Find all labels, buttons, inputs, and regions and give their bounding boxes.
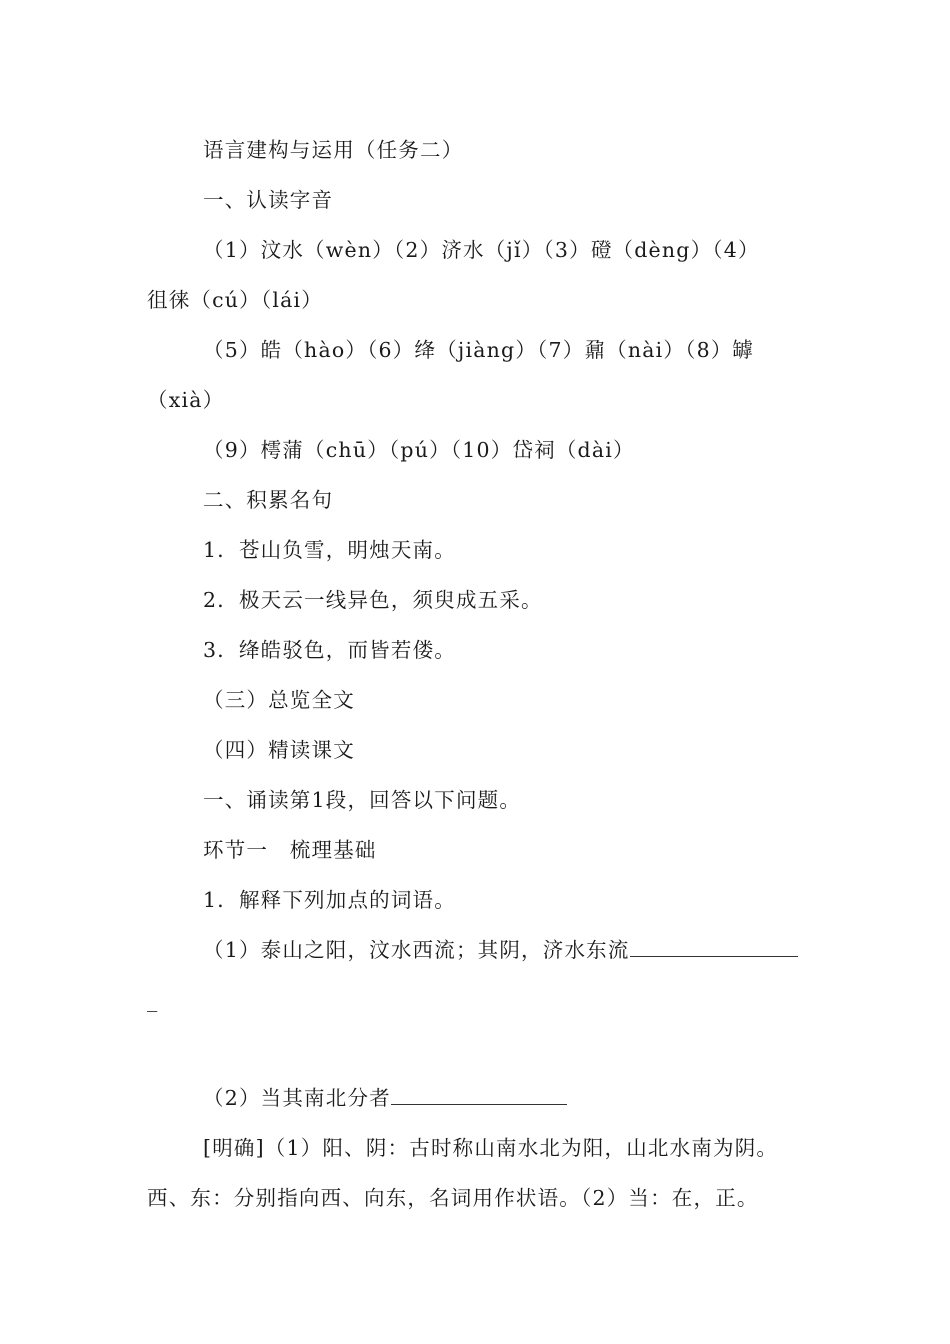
document-title: 语言建构与运用（任务二） xyxy=(203,138,464,162)
section-heading-close-reading: （四）精读课文 xyxy=(203,738,355,762)
pronunciation-line-1-cont: 徂徕（cú）（lái） xyxy=(147,288,323,312)
answer-blank[interactable] xyxy=(391,1086,567,1105)
question-1-2 xyxy=(203,1084,567,1112)
question-1-1 xyxy=(203,936,798,964)
question-1-1-text: （1）泰山之阳，汶水西流；其阴，济水东流 xyxy=(203,938,630,962)
pronunciation-line-2-cont: （xià） xyxy=(147,388,225,412)
section-heading-pronunciation: 一、认读字音 xyxy=(203,188,334,212)
section-heading-quotes: 二、积累名句 xyxy=(203,488,334,512)
task-heading: 一、诵读第1段，回答以下问题。 xyxy=(203,788,522,812)
question-1-2-text: （2）当其南北分者 xyxy=(203,1086,391,1110)
pronunciation-line-2: （5）皓（hào）（6）绛（jiàng）（7）鼐（nài）（8）罅 xyxy=(203,338,755,362)
quote-item-3: 3．绛皓驳色，而皆若偻。 xyxy=(203,638,456,662)
quote-item-1: 1．苍山负雪，明烛天南。 xyxy=(203,538,456,562)
answer-line-2: 西、东：分别指向西、向东，名词用作状语。（2）当：在，正。 xyxy=(147,1186,759,1210)
step-heading: 环节一 梳理基础 xyxy=(203,838,377,862)
question-1-1-cont: _ xyxy=(147,988,159,1012)
pronunciation-line-1: （1）汶水（wèn）（2）济水（jǐ）（3）磴（dèng）（4） xyxy=(203,238,760,262)
question-1: 1．解释下列加点的词语。 xyxy=(203,888,456,912)
answer-blank[interactable] xyxy=(630,938,798,957)
quote-item-2: 2．极天云一线异色，须臾成五采。 xyxy=(203,588,543,612)
section-heading-overview: （三）总览全文 xyxy=(203,688,355,712)
answer-line-1: [明确]（1）阳、阴：古时称山南水北为阳，山北水南为阴。 xyxy=(203,1136,779,1160)
pronunciation-line-3: （9）樗蒲（chū）（pú）（10）岱祠（dài） xyxy=(203,438,635,462)
